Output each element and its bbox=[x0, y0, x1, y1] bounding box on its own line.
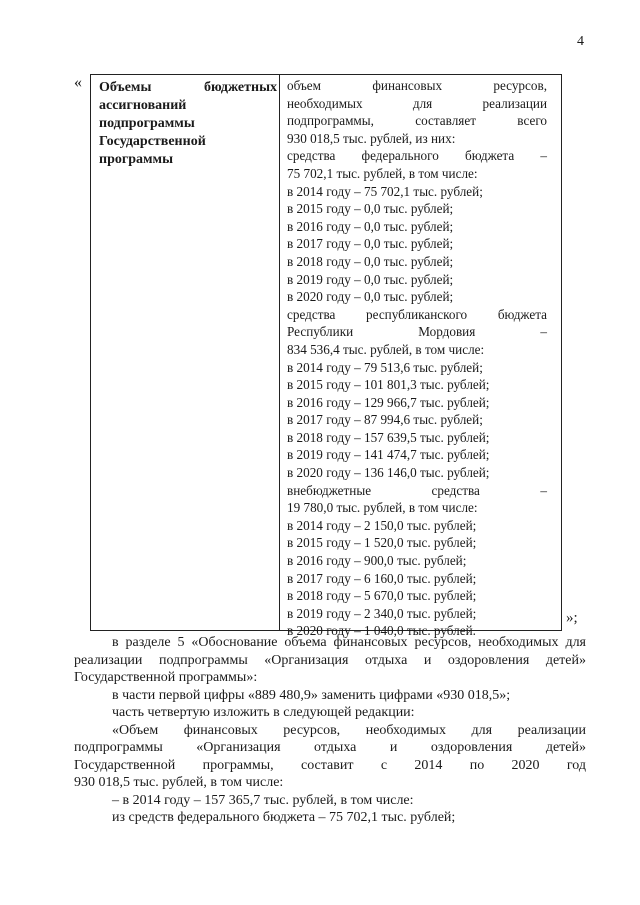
closing-quote: »; bbox=[566, 610, 578, 626]
right-cell-line: в 2015 году – 101 801,3 тыс. рублей; bbox=[287, 377, 490, 393]
left-cell-line: программы bbox=[99, 152, 173, 167]
paragraph: – в 2014 году – 157 365,7 тыс. рублей, в том числе: bbox=[112, 792, 414, 808]
opening-quote: « bbox=[74, 74, 82, 91]
right-cell-line: объем финансовых ресурсов, bbox=[287, 78, 547, 93]
right-cell-line: в 2018 году – 0,0 тыс. рублей; bbox=[287, 253, 454, 269]
document-body bbox=[74, 634, 586, 827]
right-cell-line: в 2018 году – 157 639,5 тыс. рублей; bbox=[287, 429, 490, 445]
right-cell-line: необходимых для реализации bbox=[287, 95, 547, 111]
right-cell-line: подпрограммы, составляет всего bbox=[287, 113, 547, 129]
right-cell-line: 930 018,5 тыс. рублей, из них: bbox=[287, 130, 456, 146]
paragraph-line: «Объем финансовых ресурсов, необходимых для реализации bbox=[112, 722, 586, 738]
column-divider bbox=[279, 75, 280, 630]
right-cell-line: 75 702,1 тыс. рублей, в том числе: bbox=[287, 165, 478, 181]
paragraph: часть четвертую изложить в следующей редакции: bbox=[112, 705, 415, 720]
left-cell-line: Государственной bbox=[99, 134, 206, 149]
right-cell-line: внебюджетные средства – bbox=[287, 482, 547, 498]
paragraph: в части первой цифры «889 480,9» заменить цифрами «930 018,5»; bbox=[112, 687, 511, 703]
left-cell-line: подпрограммы bbox=[99, 116, 195, 131]
left-cell-line: ассигнований bbox=[99, 98, 187, 113]
table-left-cell bbox=[99, 79, 277, 169]
paragraph: в разделе 5 «Обоснование объема финансовых ресурсов, необходимых для реализации подпрограммы «Организация отдыха и оздоровления детей» Государственной программы»: bbox=[74, 635, 586, 685]
right-cell-line: в 2020 году – 0,0 тыс. рублей; bbox=[287, 289, 454, 305]
right-cell-line: Республики Мордовия – bbox=[287, 324, 547, 340]
right-cell-line: в 2020 году – 136 146,0 тыс. рублей; bbox=[287, 465, 490, 481]
paragraph: из средств федерального бюджета – 75 702,1 тыс. рублей; bbox=[112, 810, 456, 825]
right-cell-line: в 2019 году – 0,0 тыс. рублей; bbox=[287, 271, 454, 287]
right-cell-line: средства республиканского бюджета bbox=[287, 306, 547, 322]
right-cell-line: в 2017 году – 87 994,6 тыс. рублей; bbox=[287, 412, 483, 428]
right-cell-line: в 2017 году – 0,0 тыс. рублей; bbox=[287, 236, 454, 252]
left-cell-line: Объемы бюджетных bbox=[99, 80, 277, 95]
right-cell-line: в 2014 году – 79 513,6 тыс. рублей; bbox=[287, 359, 483, 375]
right-cell-line: в 2015 году – 1 520,0 тыс. рублей; bbox=[287, 535, 477, 551]
right-cell-line: 19 780,0 тыс. рублей, в том числе: bbox=[287, 500, 478, 516]
budget-table bbox=[90, 74, 562, 639]
paragraph-line: подпрограммы «Организация отдыха и оздоровления детей» bbox=[74, 740, 586, 755]
right-cell-line: в 2016 году – 900,0 тыс. рублей; bbox=[287, 553, 467, 569]
right-cell-line: в 2020 году – 1 040,0 тыс. рублей. bbox=[287, 623, 476, 639]
page-number: 4 bbox=[577, 34, 584, 49]
right-cell-line: в 2016 году – 0,0 тыс. рублей; bbox=[287, 218, 454, 234]
right-cell-line: в 2018 году – 5 670,0 тыс. рублей; bbox=[287, 588, 477, 604]
right-cell-line: в 2015 году – 0,0 тыс. рублей; bbox=[287, 201, 454, 217]
paragraph-line: Государственной программы, составит с 2014 по 2020 год bbox=[74, 757, 586, 773]
right-cell-line: в 2014 году – 75 702,1 тыс. рублей; bbox=[287, 183, 483, 199]
right-cell-line: в 2019 году – 141 474,7 тыс. рублей; bbox=[287, 447, 490, 463]
right-cell-line: в 2017 году – 6 160,0 тыс. рублей; bbox=[287, 570, 477, 586]
right-cell-line: в 2016 году – 129 966,7 тыс. рублей; bbox=[287, 394, 490, 410]
right-cell-line: в 2014 году – 2 150,0 тыс. рублей; bbox=[287, 517, 477, 533]
paragraph-line: 930 018,5 тыс. рублей, в том числе: bbox=[74, 775, 284, 790]
right-cell-line: 834 536,4 тыс. рублей, в том числе: bbox=[287, 341, 485, 357]
right-cell-line: средства федерального бюджета – bbox=[287, 148, 547, 164]
right-cell-line: в 2019 году – 2 340,0 тыс. рублей; bbox=[287, 605, 477, 621]
table-right-cell bbox=[287, 77, 547, 640]
